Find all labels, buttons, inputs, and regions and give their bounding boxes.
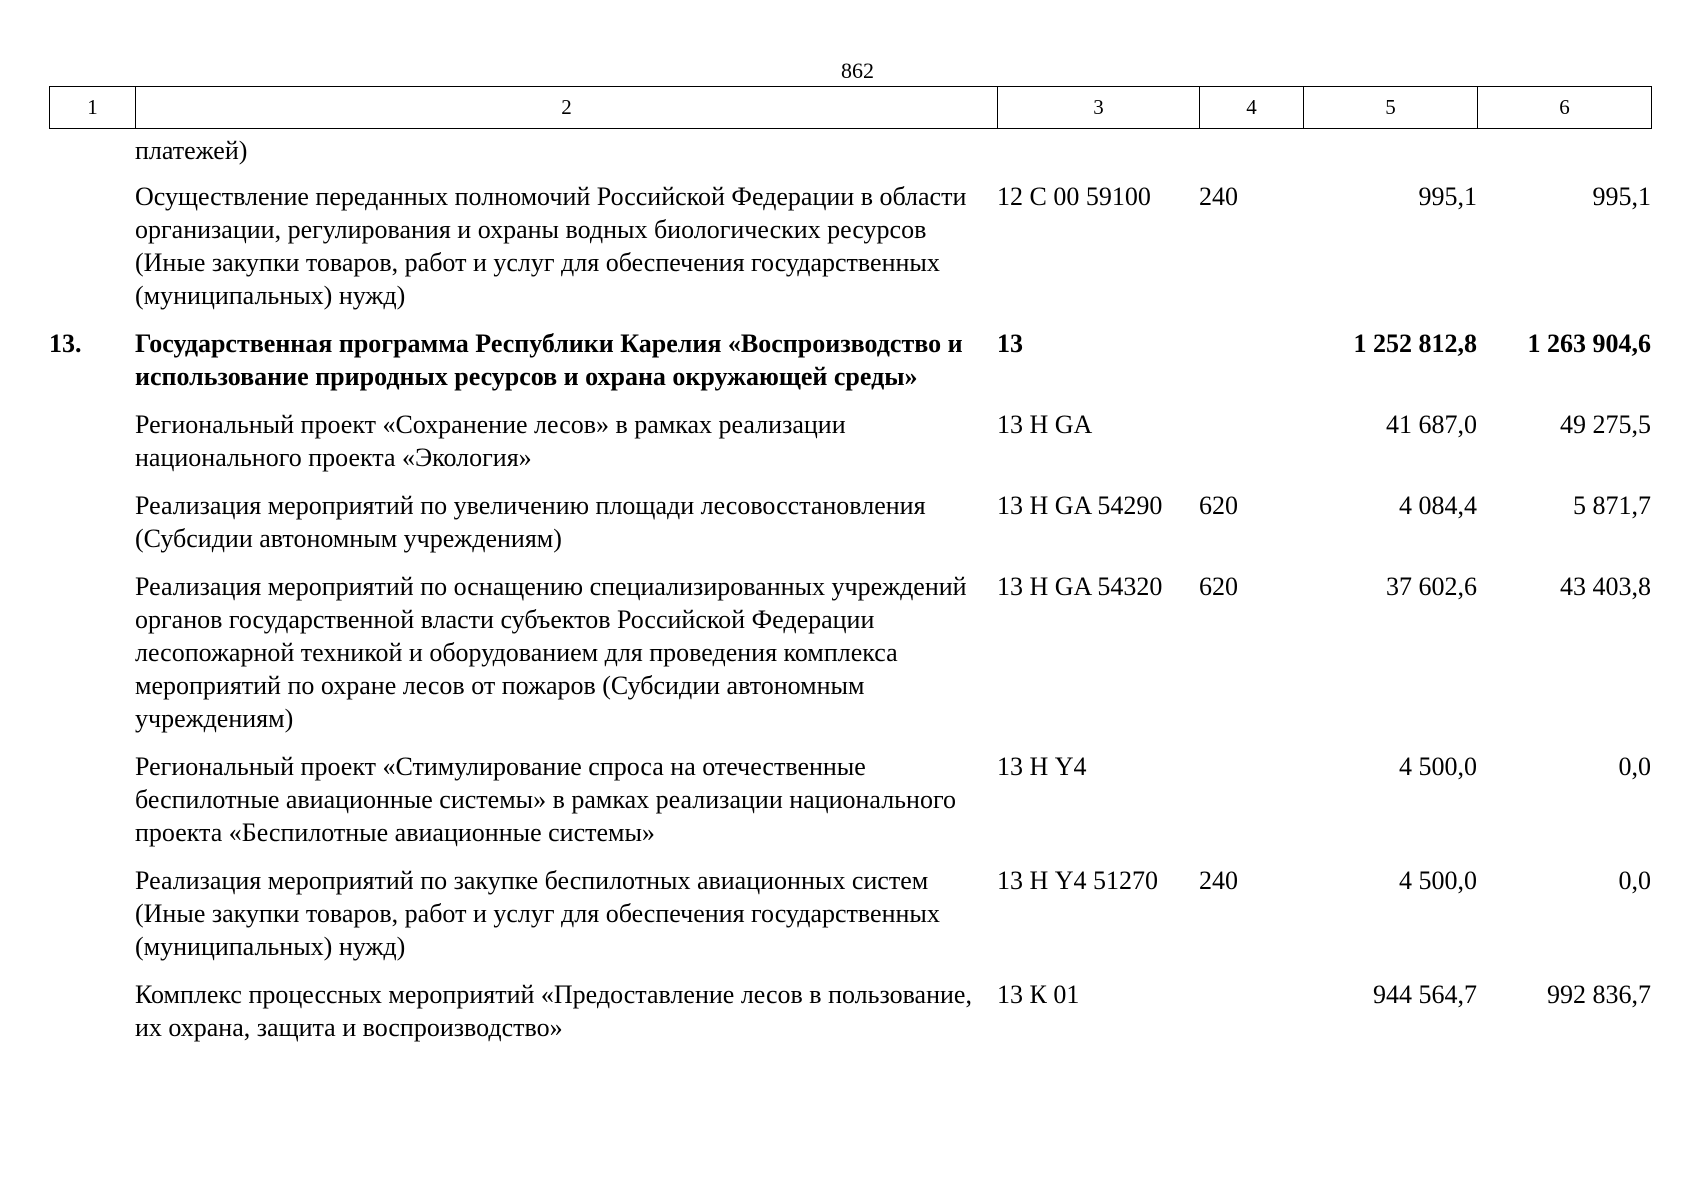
column-header-1: 1 [50,87,136,129]
expense-type [1199,978,1303,1044]
column-header-6: 6 [1478,87,1652,129]
row-number [49,134,135,180]
amount-year-1: 944 564,7 [1373,980,1477,1009]
item-name: Реализация мероприятий по увеличению площади лесовосстановления (Субсидии автономным учреждениям) [135,491,926,553]
amount-year-1: 4 500,0 [1399,752,1477,781]
item-name: Реализация мероприятий по оснащению специализированных учреждений органов государственной власти субъектов Российской Федерации лесопожарной техникой и оборудованием для проведения комплекса мероприятий по охране лесов от пожаров (Субсидии автономным учреждениям) [135,572,967,733]
row-number [49,570,135,750]
amount-year-1: 4 084,4 [1399,491,1477,520]
table-row [49,978,1651,1044]
target-code: 13 Н GA 54290 [997,491,1163,520]
amount-year-2: 5 871,7 [1573,491,1651,520]
item-name: Региональный проект «Стимулирование спроса на отечественные беспилотные авиационные системы» в рамках реализации национального проекта «Беспилотные авиационные системы» [135,752,956,847]
expense-type: 240 [1199,866,1238,895]
amount-year-2: 992 836,7 [1547,980,1651,1009]
row-number [49,180,135,327]
expense-type [1199,408,1303,489]
table-row [49,327,1651,408]
table-row [49,180,1651,327]
amount-year-2: 49 275,5 [1560,410,1651,439]
amount-year-1 [1303,134,1477,180]
item-name: Государственная программа Республики Карелия «Воспроизводство и использование природных ресурсов и охрана окружающей среды» [135,329,963,391]
table-row [49,134,1651,180]
amount-year-2: 0,0 [1618,866,1651,895]
table-row [49,864,1651,978]
expense-type: 240 [1199,182,1238,211]
amount-year-2: 1 263 904,6 [1527,329,1651,358]
target-code: 13 К 01 [997,980,1080,1009]
amount-year-1: 37 602,6 [1386,572,1477,601]
table-row [49,570,1651,750]
table-row [49,489,1651,570]
item-name: Региональный проект «Сохранение лесов» в рамках реализации национального проекта «Экология» [135,410,846,472]
target-code: 13 [997,329,1023,358]
row-number [49,408,135,489]
expense-type: 620 [1199,491,1238,520]
item-name: Осуществление переданных полномочий Российской Федерации в области организации, регулирования и охраны водных биологических ресурсов (Иные закупки товаров, работ и услуг для обеспечения государственных (муниципальных) нужд) [135,182,967,310]
target-code: 13 Н Y4 [997,752,1087,781]
column-header-4: 4 [1200,87,1304,129]
target-code [997,134,1199,180]
amount-year-1: 1 252 812,8 [1353,329,1477,358]
column-header-2: 2 [136,87,998,129]
row-number: 13. [49,329,82,358]
table-row [49,408,1651,489]
target-code: 13 Н GA 54320 [997,572,1163,601]
table-row [49,750,1651,864]
expense-type: 620 [1199,572,1238,601]
item-name: платежей) [135,136,248,165]
row-number [49,489,135,570]
column-header-5: 5 [1304,87,1478,129]
item-name: Комплекс процессных мероприятий «Предоставление лесов в пользование, их охрана, защита и воспроизводство» [135,980,972,1042]
expense-type [1199,134,1303,180]
budget-table [49,134,1651,1044]
column-header-3: 3 [998,87,1200,129]
column-header-table [49,86,1652,129]
amount-year-2: 0,0 [1618,752,1651,781]
column-header-row [50,87,1652,129]
amount-year-1: 995,1 [1418,182,1477,211]
amount-year-2: 43 403,8 [1560,572,1651,601]
amount-year-2: 995,1 [1592,182,1651,211]
amount-year-1: 4 500,0 [1399,866,1477,895]
amount-year-1: 41 687,0 [1386,410,1477,439]
target-code: 13 Н Y4 51270 [997,866,1159,895]
row-number [49,864,135,978]
row-number [49,750,135,864]
expense-type [1199,327,1303,408]
target-code: 13 Н GA [997,410,1093,439]
amount-year-2 [1477,134,1651,180]
row-number [49,978,135,1044]
item-name: Реализация мероприятий по закупке беспилотных авиационных систем (Иные закупки товаров, работ и услуг для обеспечения государственных (муниципальных) нужд) [135,866,940,961]
page-number: 862 [841,58,874,83]
expense-type [1199,750,1303,864]
target-code: 12 С 00 59100 [997,182,1151,211]
